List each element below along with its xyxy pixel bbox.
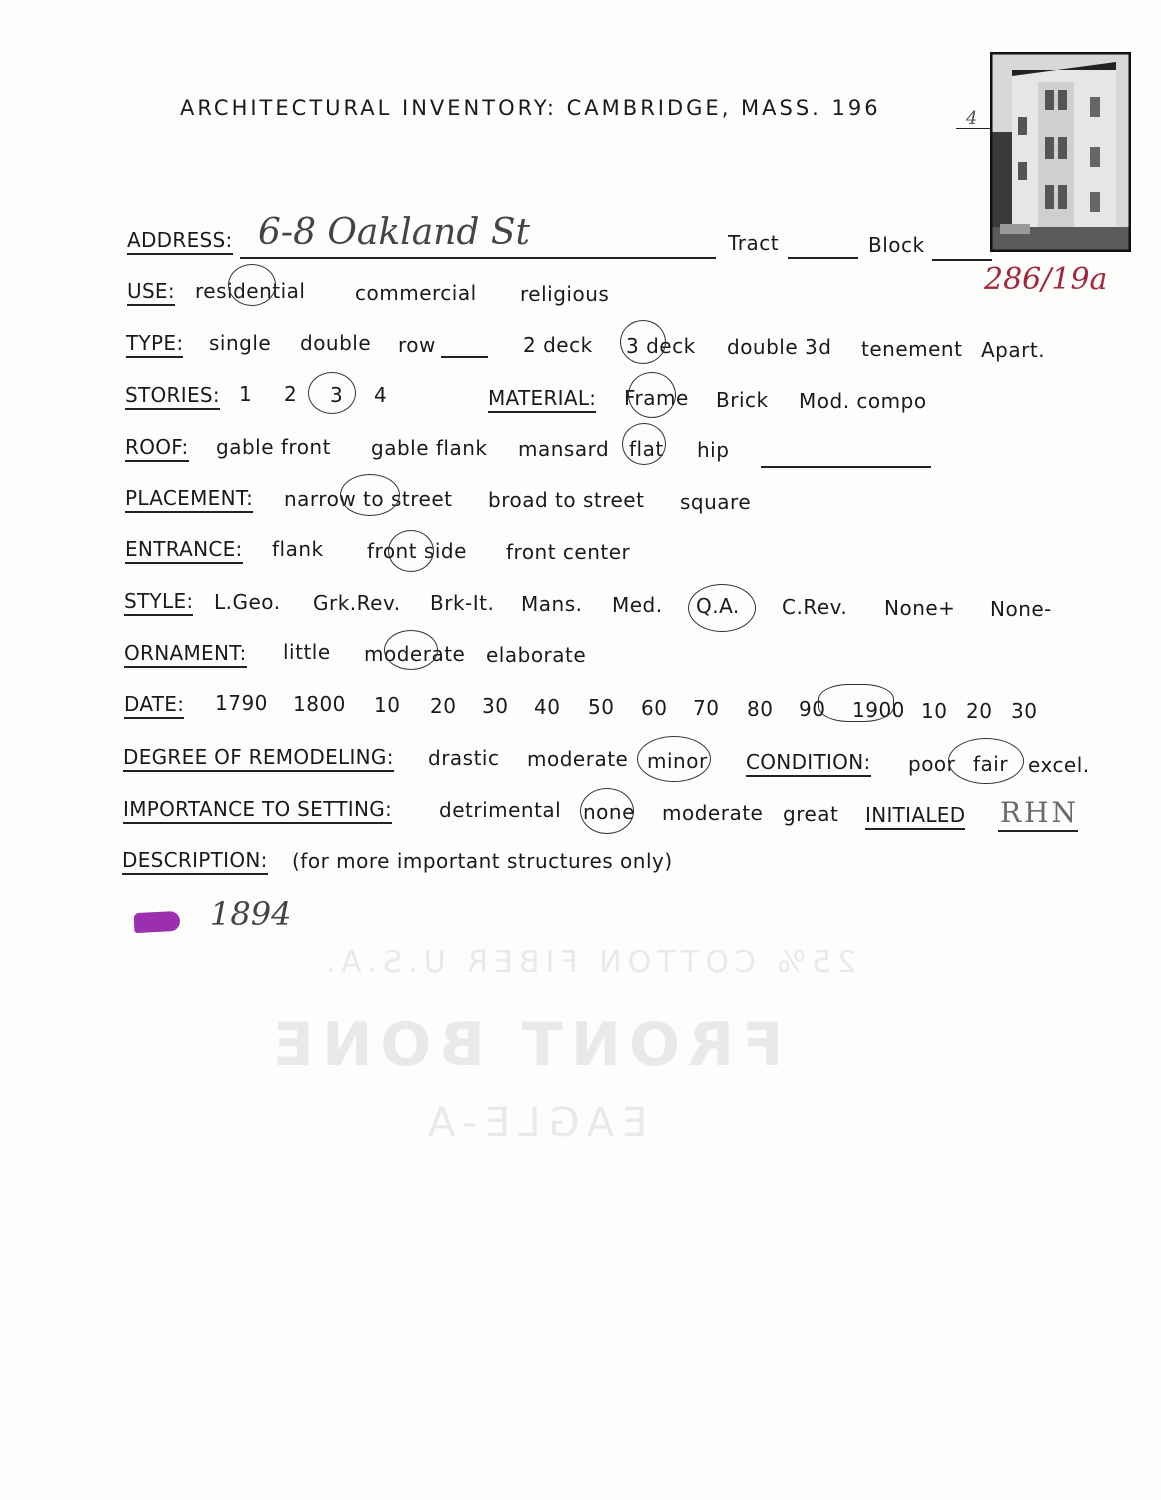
- style-crev: C.Rev.: [782, 595, 848, 619]
- type-2deck: 2 deck: [523, 333, 593, 357]
- form-title: ARCHITECTURAL INVENTORY: CAMBRIDGE, MASS. 196: [180, 96, 881, 120]
- placement-square: square: [680, 490, 752, 514]
- date-10a: 10: [374, 693, 401, 717]
- roof-gable-flank: gable flank: [371, 436, 488, 460]
- roof-label: ROOF:: [125, 435, 189, 462]
- block-line: [932, 259, 992, 261]
- type-single: single: [209, 331, 272, 355]
- circle-residential: [228, 264, 276, 306]
- date-70: 70: [693, 696, 720, 720]
- entrance-flank: flank: [272, 537, 324, 561]
- date-90: 90: [799, 697, 826, 721]
- stories-1: 1: [239, 382, 253, 406]
- remodeling-moderate: moderate: [527, 747, 629, 771]
- type-apart: Apart.: [981, 338, 1046, 362]
- importance-great: great: [783, 802, 839, 826]
- address-value: 6-8 Oakland St: [258, 212, 530, 253]
- condition-label: CONDITION:: [746, 750, 871, 777]
- placement-label: PLACEMENT:: [125, 486, 253, 513]
- style-label: STYLE:: [124, 589, 193, 616]
- condition-fair: fair: [973, 752, 1009, 776]
- circle-frame: [628, 372, 676, 418]
- entrance-label: ENTRANCE:: [125, 537, 243, 564]
- importance-moderate: moderate: [662, 801, 764, 825]
- ornament-label: ORNAMENT:: [124, 641, 247, 668]
- date-60: 60: [641, 696, 668, 720]
- type-label: TYPE:: [126, 331, 183, 358]
- use-residential: residential: [195, 279, 306, 303]
- condition-poor: poor: [908, 752, 956, 776]
- style-grkrev: Grk.Rev.: [313, 591, 401, 615]
- date-20a: 20: [430, 694, 457, 718]
- initialed-value: RHN: [1000, 796, 1079, 829]
- use-commercial: commercial: [355, 281, 477, 305]
- block-label: Block: [868, 233, 925, 257]
- material-compo: Mod. compo: [799, 389, 927, 413]
- placement-narrow: narrow to street: [284, 487, 453, 511]
- date-80: 80: [747, 697, 774, 721]
- type-double3d: double 3d: [727, 335, 832, 359]
- type-row-line: [441, 356, 488, 358]
- roof-blank-line: [761, 466, 931, 468]
- type-tenement: tenement: [861, 337, 963, 361]
- condition-excel: excel.: [1028, 753, 1090, 777]
- tract-line: [788, 257, 858, 259]
- description-handwritten: 1894: [210, 895, 292, 933]
- roof-gable-front: gable front: [216, 435, 331, 459]
- date-1790: 1790: [215, 691, 268, 715]
- circle-3deck: [620, 320, 666, 364]
- use-label: USE:: [127, 279, 175, 306]
- watermark-cotton: 25% COTTON FIBER U.S.A.: [320, 945, 857, 980]
- circle-stories-3: [308, 372, 356, 414]
- ref-number: 286/19a: [984, 262, 1108, 297]
- type-double: double: [300, 331, 372, 355]
- style-qa: Q.A.: [696, 594, 740, 618]
- purple-marker: [134, 911, 181, 933]
- date-40: 40: [534, 695, 561, 719]
- date-50: 50: [588, 695, 615, 719]
- roof-hip: hip: [697, 438, 730, 462]
- style-mans: Mans.: [521, 592, 583, 616]
- style-lgeo: L.Geo.: [214, 590, 281, 614]
- remodeling-drastic: drastic: [428, 746, 500, 770]
- stories-2: 2: [284, 382, 298, 406]
- date-30a: 30: [482, 694, 509, 718]
- style-none-minus: None-: [990, 597, 1052, 621]
- material-frame: Frame: [624, 386, 689, 410]
- date-30b: 30: [1011, 699, 1038, 723]
- style-med: Med.: [612, 593, 663, 617]
- placement-broad: broad to street: [488, 488, 645, 512]
- date-1900: 1900: [852, 698, 905, 722]
- circle-none: [580, 788, 634, 834]
- circle-moderate: [384, 630, 438, 670]
- ornament-moderate: moderate: [364, 642, 466, 666]
- address-line: [240, 257, 716, 259]
- style-brkit: Brk-It.: [430, 591, 495, 615]
- type-row: row: [398, 333, 436, 357]
- circle-qa: [688, 584, 756, 632]
- material-label: MATERIAL:: [488, 386, 596, 413]
- entrance-front-center: front center: [506, 540, 631, 564]
- initialed-label: INITIALED: [865, 803, 965, 830]
- importance-detrimental: detrimental: [439, 798, 562, 822]
- remodeling-minor: minor: [647, 749, 708, 773]
- year-suffix: 4: [966, 108, 978, 129]
- stories-label: STORIES:: [125, 383, 220, 410]
- importance-label: IMPORTANCE TO SETTING:: [123, 797, 392, 824]
- circle-narrow: [340, 474, 400, 516]
- ornament-little: little: [283, 640, 331, 664]
- entrance-front-side: front side: [367, 539, 467, 563]
- material-brick: Brick: [716, 388, 769, 412]
- year-underline: [956, 128, 990, 129]
- roof-flat: flat: [629, 437, 664, 461]
- circle-minor: [637, 736, 711, 782]
- initialed-line: [998, 830, 1078, 832]
- date-20b: 20: [966, 699, 993, 723]
- circle-front-side: [388, 530, 434, 572]
- description-note: (for more important structures only): [292, 849, 673, 873]
- description-label: DESCRIPTION:: [122, 848, 268, 875]
- circle-date-90s: [818, 684, 894, 722]
- date-1800: 1800: [293, 692, 346, 716]
- style-none-plus: None+: [884, 596, 956, 620]
- watermark-bond: FRONT BONE: [265, 1010, 784, 1080]
- remodeling-label: DEGREE OF REMODELING:: [123, 745, 394, 772]
- roof-mansard: mansard: [518, 437, 610, 461]
- circle-fair: [948, 738, 1024, 784]
- circle-flat: [622, 423, 666, 465]
- building-photo: [990, 52, 1131, 252]
- stories-3: 3: [330, 383, 344, 407]
- tract-label: Tract: [728, 231, 780, 255]
- date-10b: 10: [921, 699, 948, 723]
- use-religious: religious: [520, 282, 610, 306]
- address-label: ADDRESS:: [127, 228, 233, 255]
- importance-none: none: [583, 800, 635, 824]
- watermark-eagle: EAGLE-A: [420, 1100, 648, 1146]
- type-3deck: 3 deck: [626, 334, 696, 358]
- ornament-elaborate: elaborate: [486, 643, 587, 667]
- stories-4: 4: [374, 383, 388, 407]
- date-label: DATE:: [124, 692, 184, 719]
